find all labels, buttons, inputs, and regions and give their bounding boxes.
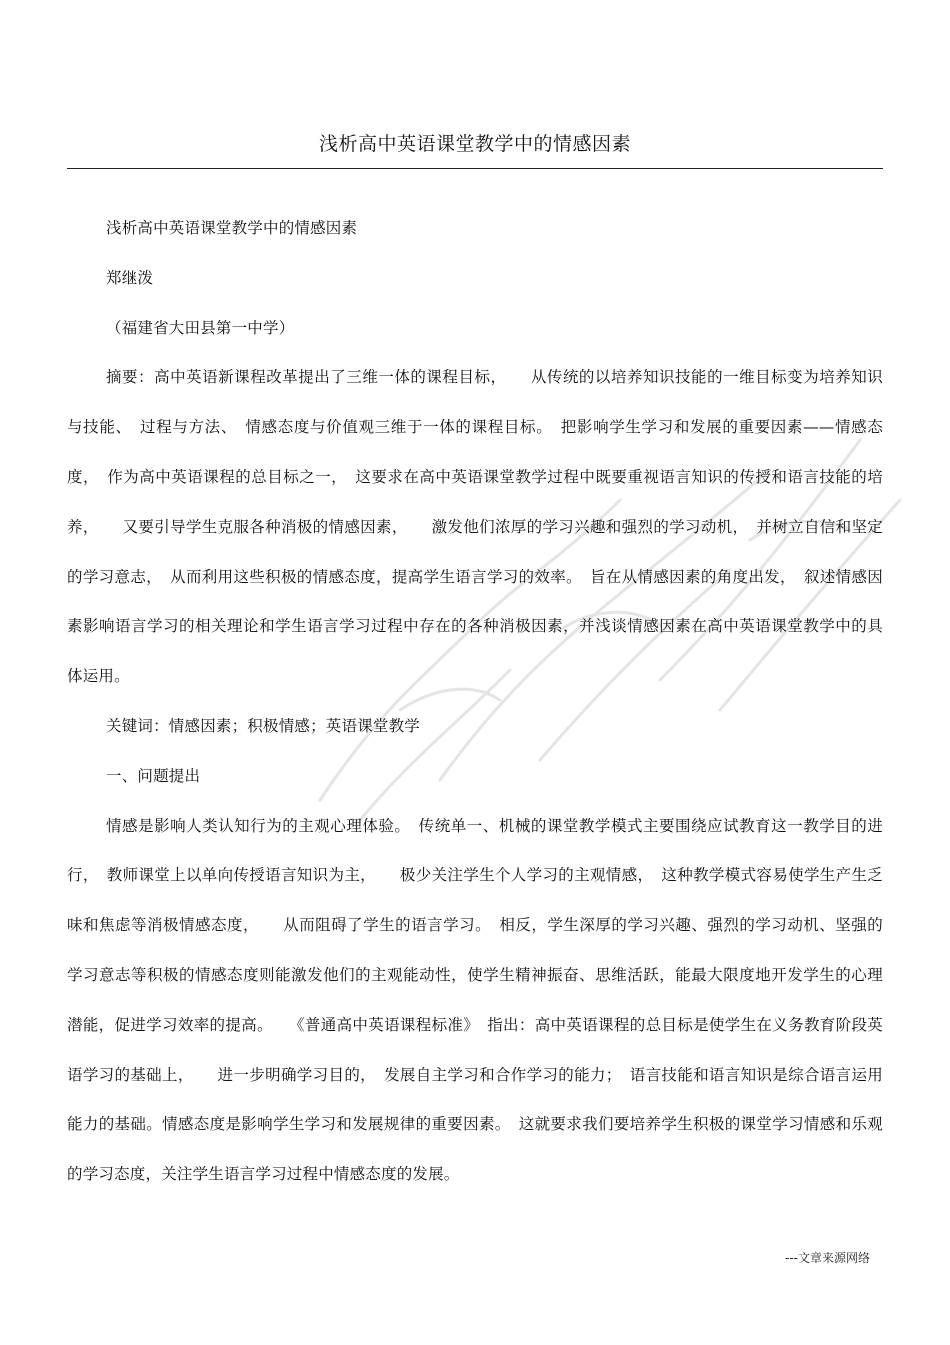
page-title: 浅析高中英语课堂教学中的情感因素 <box>318 133 631 155</box>
title-divider <box>67 168 883 169</box>
section-heading: 一、问题提出 <box>106 766 201 785</box>
article-body <box>67 204 883 1200</box>
abstract-paragraph: 摘要：高中英语新课程改革提出了三维一体的课程目标， 从传统的以培养知识技能的一维目标变为培养知识与技能、 过程与方法、 情感态度与价值观三维于一体的课程目标。 把影响学生学习和发展的重要因素——情感态度， 作为高中英语课程的总目标之一， 这要求在高中英语课堂教学过程中既要重视语言知识的传授和语言技能的培养， 又要引导学生克服各种消极的情感因素， 激发他们浓厚的学习兴趣和强烈的学习动机， 并树立自信和坚定的学习意志， 从而利用这些积极的情感态度，提高学生语言学习的效率。 旨在从情感因素的角度出发， 叙述情感因素影响语言学习的相关理论和学生语言学习过程中存在的各种消极因素，并浅谈情感因素在高中英语课堂教学中的具体运用。 <box>67 368 883 686</box>
body-paragraph: 情感是影响人类认知行为的主观心理体验。 传统单一、机械的课堂教学模式主要围绕应试教育这一教学目的进行， 教师课堂上以单向传授语言知识为主， 极少关注学生个人学习的主观情感， 这种教学模式容易使学生产生乏味和焦虑等消极情感态度， 从而阻碍了学生的语言学习。 相反，学生深厚的学习兴趣、强烈的学习动机、坚强的学习意志等积极的情感态度则能激发他们的主观能动性，使学生精神振奋、思维活跃，能最大限度地开发学生的心理潜能，促进学习效率的提高。 《普通高中英语课程标准》 指出：高中英语课程的总目标是使学生在义务教育阶段英语学习的基础上， 进一步明确学习目的， 发展自主学习和合作学习的能力； 语言技能和语言知识是综合语言运用能力的基础。情感态度是影响学生学习和发展规律的重要因素。 这就要求我们要培养学生积极的课堂学习情感和乐观的学习态度，关注学生语言学习过程中情感态度的发展。 <box>67 816 883 1184</box>
author-affiliation: （福建省大田县第一中学） <box>106 318 295 337</box>
subtitle: 浅析高中英语课堂教学中的情感因素 <box>106 219 358 237</box>
source-note: ---文章来源网络 <box>785 1251 870 1265</box>
keywords: 关键词：情感因素；积极情感；英语课堂教学 <box>106 716 421 735</box>
author-name: 郑继泼 <box>106 268 154 287</box>
